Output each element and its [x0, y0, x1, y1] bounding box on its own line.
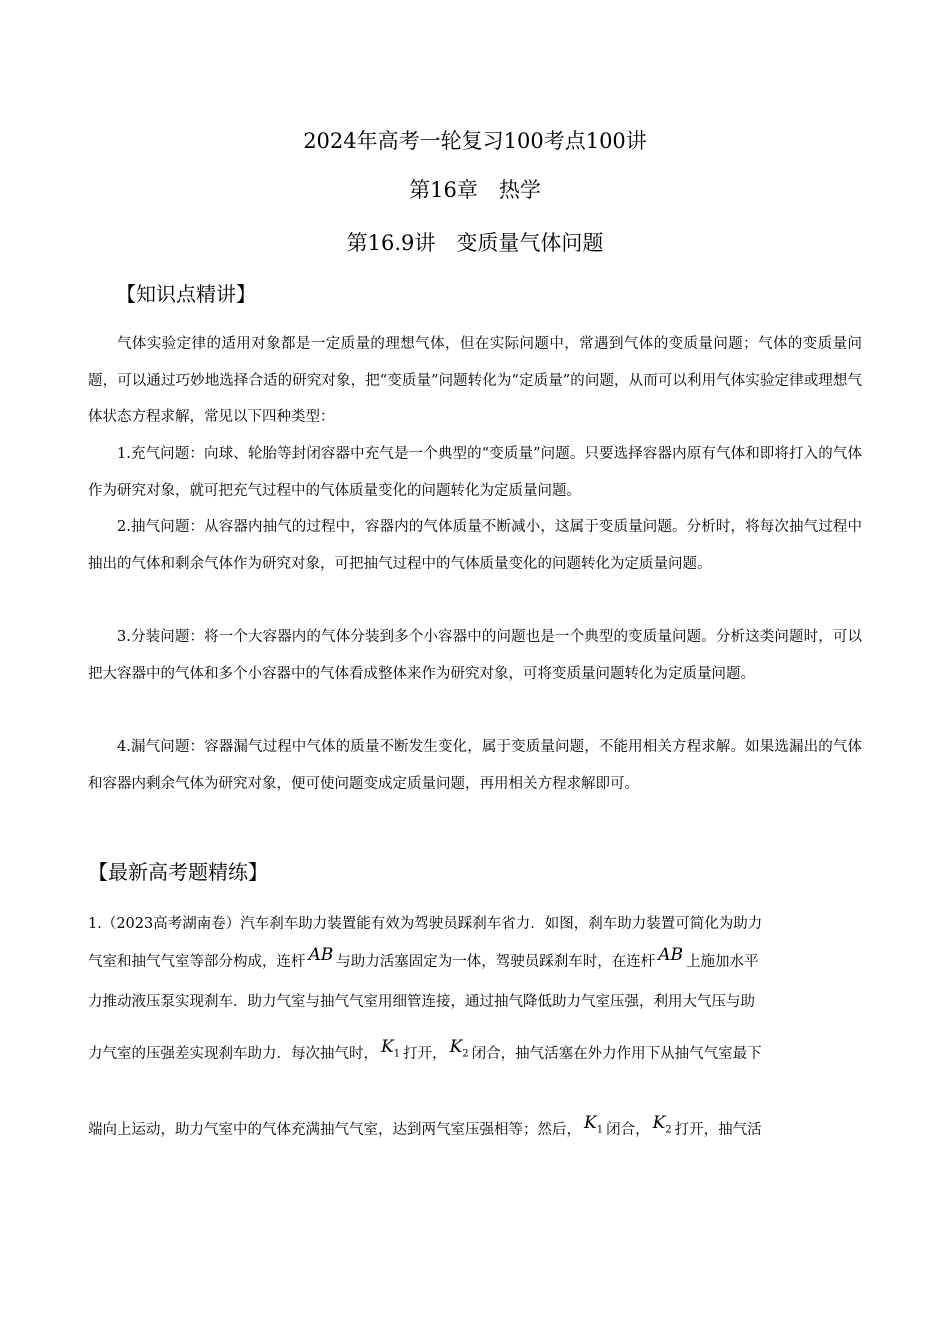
knowledge-item-extraction: 2.抽气问题：从容器内抽气的过程中，容器内的气体质量不断减小，这属于变质量问题。分析时，将每次抽气过程中抽出的气体和剩余气体作为研究对象，可把抽气过程中的气体质量变化的问题转化为定质量问题。	[88, 519, 862, 572]
variable-ab: AB	[658, 945, 684, 965]
knowledge-heading: 【知识点精讲】	[116, 282, 256, 306]
question-line	[88, 1037, 862, 1065]
question-text: 气室和抽气气室等部分构成，连杆	[88, 954, 306, 970]
variable-k1: $K_1$	[381, 1037, 401, 1060]
knowledge-item-inflation: 1.充气问题：向球、轮胎等封闭容器中充气是一个典型的“变质量”问题。只要选择容器内原有气体和即将打入的气体作为研究对象，就可把充气过程中的气体质量变化的问题转化为定质量问题。	[88, 446, 862, 499]
question-line	[88, 1113, 862, 1141]
question-text: 力气室的压强差实现刹车助力．每次抽气时，	[88, 1046, 378, 1062]
question-line	[88, 990, 862, 1011]
question-line	[88, 945, 862, 971]
question-text: 闭合，	[606, 1122, 650, 1138]
lecture-title: 第16.9讲 变质量气体问题	[346, 231, 604, 255]
document-title: 2024年高考一轮复习100考点100讲	[303, 129, 647, 153]
variable-k1: $K_1$	[584, 1113, 604, 1136]
question-text: 端向上运动，助力气室中的气体充满抽气气室，达到两气室压强相等；然后，	[88, 1122, 581, 1138]
knowledge-item-dispensing: 3.分装问题：将一个大容器内的气体分装到多个小容器中的问题也是一个典型的变质量问题。分析这类问题时，可以把大容器中的气体和多个小容器中的气体看成整体来作为研究对象，可将变质量问题转化为定质量问题。	[88, 629, 862, 682]
question-line	[88, 912, 862, 933]
knowledge-item-leakage: 4.漏气问题：容器漏气过程中气体的质量不断发生变化，属于变质量问题，不能用相关方程求解。如果选漏出的气体和容器内剩余气体为研究对象，便可使问题变成定质量问题，再用相关方程求解即可。	[88, 739, 862, 792]
question-text: 打开，抽气活	[674, 1122, 762, 1138]
variable-k2: $K_2$	[652, 1113, 672, 1136]
question-text: 上施加水平	[686, 954, 759, 970]
question-text: 1.（2023高考湖南卷）汽车刹车助力装置能有效为驾驶员踩刹车省力．如图，刹车助力装置可简化为助力	[88, 916, 763, 932]
question-text: 打开，	[403, 1046, 447, 1062]
question-text: 闭合，抽气活塞在外力作用下从抽气气室最下	[471, 1046, 762, 1062]
chapter-title: 第16章 热学	[409, 178, 541, 202]
question-text: 力推动液压泵实现刹车．助力气室与抽气气室用细管连接，通过抽气降低助力气室压强，利用大气压与助	[88, 994, 755, 1010]
question-text: 与助力活塞固定为一体，驾驶员踩刹车时，在连杆	[336, 954, 656, 970]
practice-heading: 【最新高考题精练】	[88, 860, 268, 884]
knowledge-intro-paragraph: 气体实验定律的适用对象都是一定质量的理想气体，但在实际问题中，常遇到气体的变质量问题；气体的变质量问题，可以通过巧妙地选择合适的研究对象，把“变质量”问题转化为“定质量”的问题，从而可以利用气体实验定律或理想气体状态方程求解，常见以下四种类型：	[88, 336, 862, 425]
variable-ab: AB	[308, 945, 334, 965]
variable-k2: $K_2$	[449, 1037, 469, 1060]
